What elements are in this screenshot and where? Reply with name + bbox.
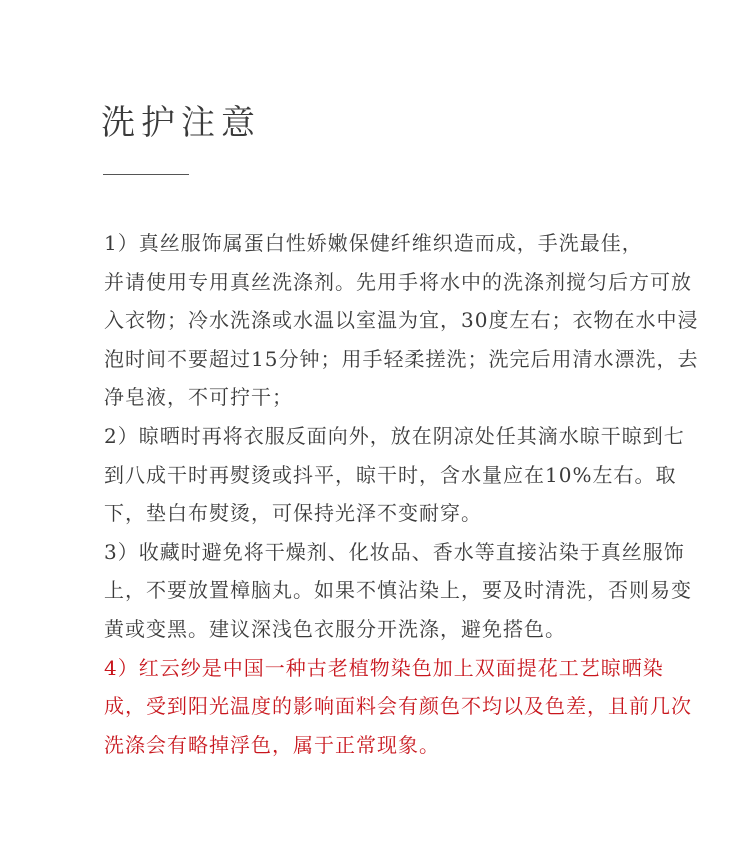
instruction-line: 泡时间不要超过15分钟；用手轻柔搓洗；洗完后用清水漂洗，去 [104,346,699,371]
instruction-line: 并请使用专用真丝洗涤剂。先用手将水中的洗涤剂搅匀后方可放 [104,269,692,294]
care-instructions [104,224,744,764]
warning-line: 成，受到阳光温度的影响面料会有颜色不均以及色差，且前几次 [104,694,692,719]
instruction-line: 上，不要放置樟脑丸。如果不慎沾染上，要及时清洗，否则易变 [104,578,692,603]
warning-line: 洗涤会有略掉浮色，属于正常现象。 [104,732,440,757]
instruction-line: 净皂液，不可拧干； [104,385,293,410]
instruction-line: 2）晾晒时再将衣服反面向外，放在阴凉处任其滴水晾干晾到七 [104,423,685,448]
instruction-line: 黄或变黑。建议深浅色衣服分开洗涤，避免搭色。 [104,616,566,641]
warning-line: 4）红云纱是中国一种古老植物染色加上双面提花工艺晾晒染 [104,655,664,680]
instruction-line: 入衣物；冷水洗涤或水温以室温为宜，30度左右；衣物在水中浸 [104,308,699,333]
instruction-line: 下，垫白布熨烫，可保持光泽不变耐穿。 [104,501,482,526]
page-title: 洗护注意 [101,103,261,143]
instruction-line: 3）收藏时避免将干燥剂、化妆品、香水等直接沾染于真丝服饰 [104,539,685,564]
instruction-line: 到八成干时再熨烫或抖平，晾干时，含水量应在10%左右。取 [104,462,677,487]
instruction-line: 1）真丝服饰属蛋白性娇嫩保健纤维织造而成，手洗最佳， [104,231,643,255]
title-divider [103,174,189,175]
